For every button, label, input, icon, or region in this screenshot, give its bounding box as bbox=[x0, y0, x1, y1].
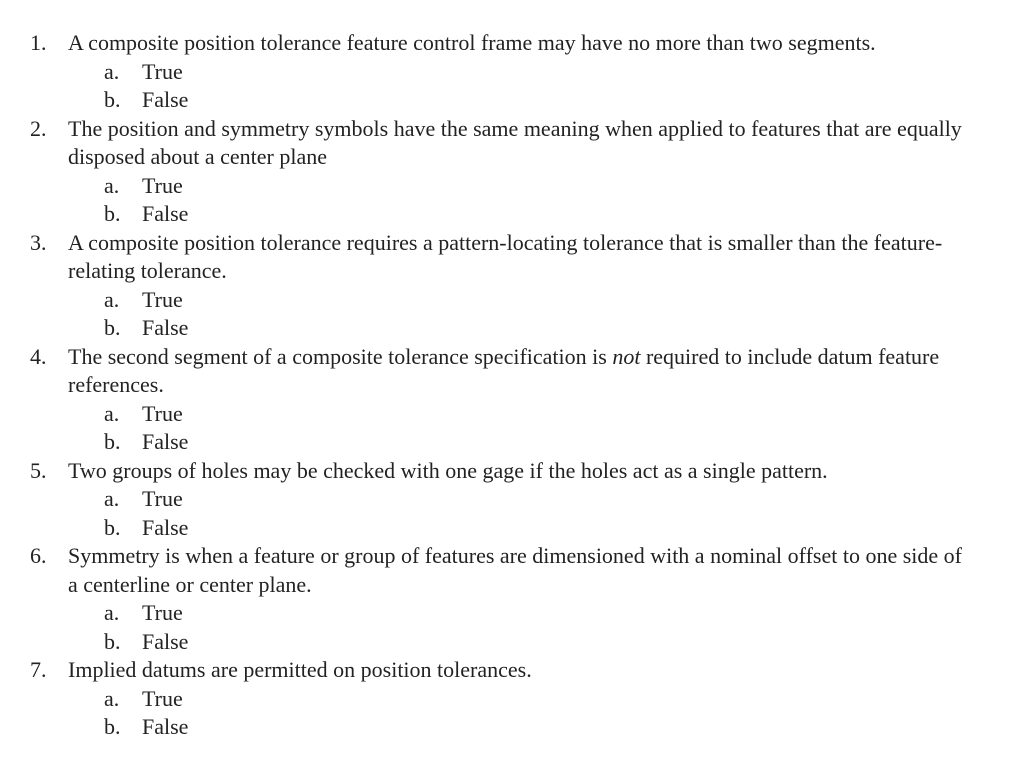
question-number: 2. bbox=[30, 115, 47, 141]
question-number: 5. bbox=[30, 457, 47, 483]
question-text: The position and symmetry symbols have the same meaning when applied to features that are equally disposed about a center plane bbox=[68, 115, 962, 169]
answer-option-true[interactable] bbox=[0, 286, 1024, 315]
option-label: True bbox=[142, 400, 183, 426]
option-letter: a. bbox=[104, 172, 120, 198]
option-letter: a. bbox=[104, 600, 120, 625]
answer-option-true[interactable] bbox=[0, 172, 1024, 201]
question-item bbox=[0, 29, 1024, 115]
question-prompt bbox=[0, 29, 1024, 58]
answer-option-false[interactable] bbox=[0, 713, 1024, 742]
option-letter: b. bbox=[104, 87, 121, 112]
option-letter: b. bbox=[104, 201, 121, 226]
answer-options bbox=[0, 599, 1024, 656]
answer-options bbox=[0, 58, 1024, 115]
option-letter: b. bbox=[104, 315, 121, 340]
question-prompt bbox=[0, 115, 1024, 172]
question-text bbox=[68, 343, 968, 400]
option-label: True bbox=[142, 172, 183, 198]
option-label: False bbox=[142, 201, 189, 226]
option-label: True bbox=[142, 600, 183, 625]
option-label: True bbox=[142, 685, 183, 711]
question-prompt bbox=[0, 656, 1024, 685]
answer-option-true[interactable] bbox=[0, 599, 1024, 628]
option-letter: a. bbox=[104, 286, 120, 312]
option-label: False bbox=[142, 315, 189, 340]
option-letter: a. bbox=[104, 58, 120, 84]
option-letter: b. bbox=[104, 714, 121, 739]
answer-options bbox=[0, 172, 1024, 229]
answer-options bbox=[0, 286, 1024, 343]
question-text-end: required to include datum feature references. bbox=[68, 343, 940, 397]
question-item bbox=[0, 542, 1024, 656]
question-item bbox=[0, 115, 1024, 229]
question-number: 3. bbox=[30, 229, 47, 255]
question-text: A composite position tolerance feature control frame may have no more than two segments. bbox=[68, 30, 876, 55]
answer-option-true[interactable] bbox=[0, 485, 1024, 514]
option-label: True bbox=[142, 58, 183, 84]
question-number: 6. bbox=[30, 543, 47, 568]
option-letter: b. bbox=[104, 628, 121, 654]
option-label: False bbox=[142, 429, 189, 454]
option-label: False bbox=[142, 87, 189, 112]
option-label: True bbox=[142, 486, 183, 511]
option-letter: b. bbox=[104, 514, 121, 540]
question-prompt bbox=[0, 457, 1024, 486]
question-prompt bbox=[0, 229, 1024, 286]
option-label: False bbox=[142, 714, 189, 739]
option-label: True bbox=[142, 286, 183, 312]
question-text-emphasis: not bbox=[612, 343, 641, 369]
option-label: False bbox=[142, 514, 189, 540]
answer-options bbox=[0, 685, 1024, 742]
answer-option-true[interactable] bbox=[0, 400, 1024, 429]
option-letter: b. bbox=[104, 429, 121, 454]
question-text: Symmetry is when a feature or group of features are dimensioned with a nominal offset to one side of a centerline or center plane. bbox=[68, 543, 963, 597]
question-prompt bbox=[0, 542, 1024, 599]
question-item bbox=[0, 656, 1024, 742]
option-letter: a. bbox=[104, 400, 120, 426]
question-item bbox=[0, 457, 1024, 543]
answer-option-true[interactable] bbox=[0, 58, 1024, 87]
question-number: 4. bbox=[30, 343, 47, 369]
question-text-start: The second segment of a composite tolerance specification is bbox=[68, 343, 613, 369]
question-number: 7. bbox=[30, 657, 47, 682]
answer-option-false[interactable] bbox=[0, 428, 1024, 457]
answer-options bbox=[0, 400, 1024, 457]
option-label: False bbox=[142, 628, 189, 654]
question-text: Two groups of holes may be checked with one gage if the holes act as a single pattern. bbox=[68, 457, 828, 483]
answer-option-true[interactable] bbox=[0, 685, 1024, 714]
question-number: 1. bbox=[30, 30, 47, 55]
option-letter: a. bbox=[104, 685, 120, 711]
question-prompt bbox=[0, 343, 1024, 400]
answer-option-false[interactable] bbox=[0, 514, 1024, 543]
answer-options bbox=[0, 485, 1024, 542]
question-item bbox=[0, 343, 1024, 457]
question-text: Implied datums are permitted on position tolerances. bbox=[68, 657, 532, 682]
question-item bbox=[0, 229, 1024, 343]
answer-option-false[interactable] bbox=[0, 200, 1024, 229]
answer-option-false[interactable] bbox=[0, 314, 1024, 343]
question-text: A composite position tolerance requires a pattern-locating tolerance that is smaller than the feature-relating tolerance. bbox=[68, 229, 943, 283]
answer-option-false[interactable] bbox=[0, 86, 1024, 115]
question-list bbox=[0, 29, 1024, 742]
answer-option-false[interactable] bbox=[0, 628, 1024, 657]
option-letter: a. bbox=[104, 486, 120, 511]
